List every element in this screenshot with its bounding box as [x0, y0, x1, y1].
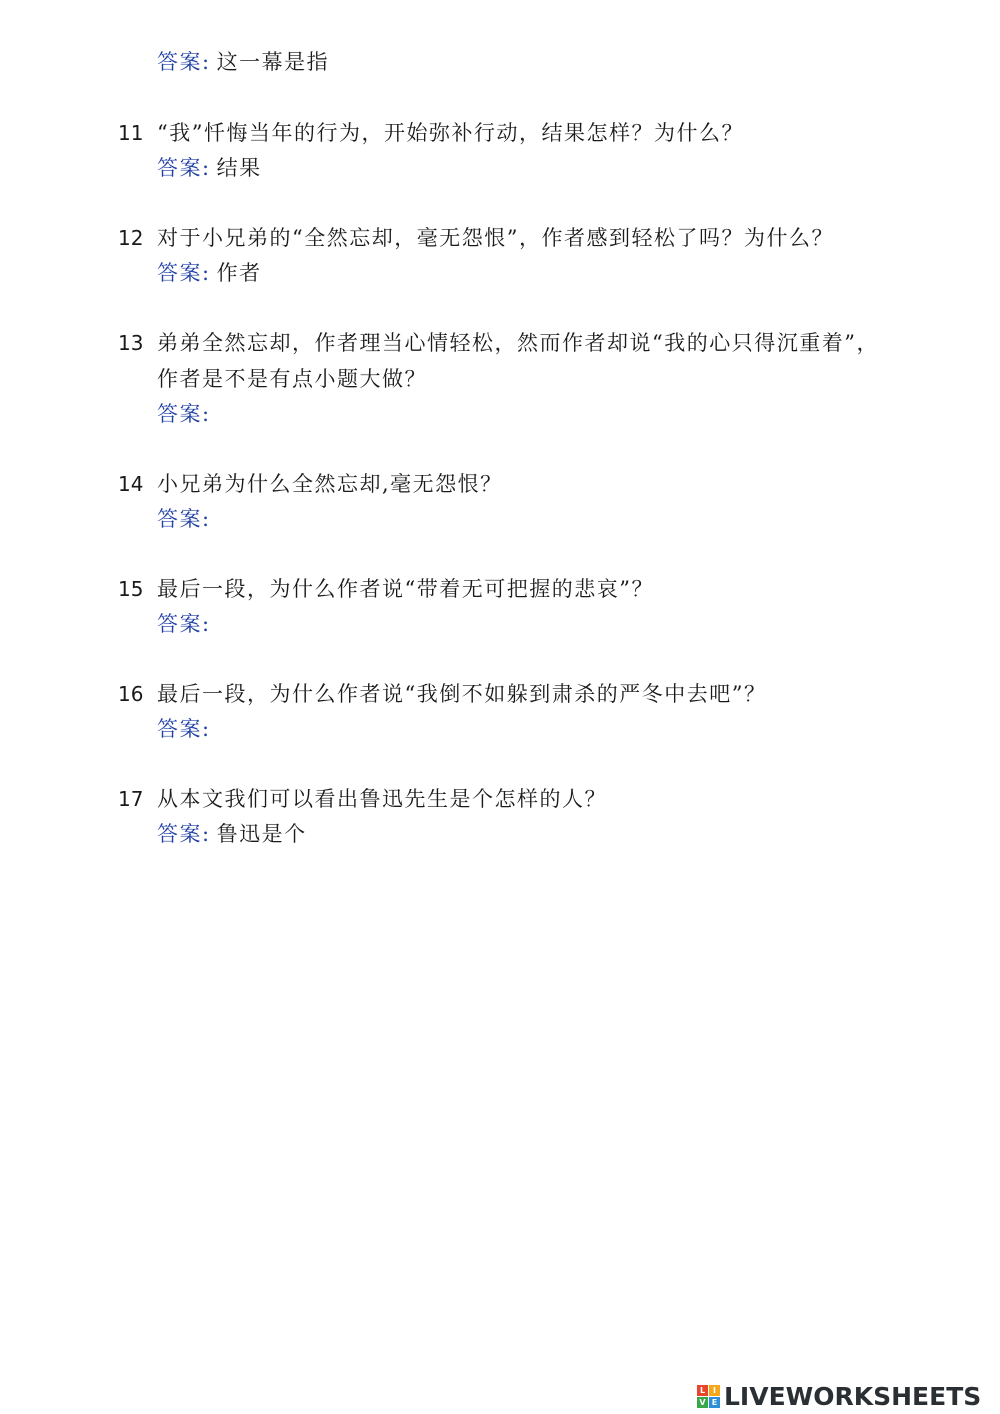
liveworksheets-logo [697, 1378, 981, 1414]
answer-row-16 [157, 714, 217, 744]
answer-input-17[interactable]: 鲁迅是个 [216, 822, 307, 846]
question-text-14: 小兄弟为什么全然忘却,毫无怨恨？ [157, 472, 503, 496]
answer-label: 答案: [157, 261, 211, 285]
logo-tile-v: V [697, 1397, 708, 1408]
answer-row-13 [157, 399, 217, 429]
answer-row-17 [157, 819, 307, 849]
question-number-13: 13 [118, 331, 144, 355]
answer-row-15 [157, 609, 217, 639]
logo-text: LIVEWORKSHEETS [724, 1381, 982, 1411]
question-text-13-line2: 作者是不是有点小题大做？ [157, 367, 427, 391]
answer-row-11 [157, 153, 262, 183]
answer-label: 答案: [157, 612, 211, 636]
answer-row-12 [157, 258, 262, 288]
question-text-15: 最后一段，为什么作者说“带着无可把握的悲哀”？ [157, 577, 654, 601]
question-number-17: 17 [118, 787, 144, 811]
answer-label: 答案: [157, 822, 211, 846]
answer-row-10 [157, 47, 329, 77]
question-text-12: 对于小兄弟的“全然忘却，毫无怨恨”，作者感到轻松了吗？为什么？ [157, 226, 834, 250]
answer-label: 答案: [157, 156, 211, 180]
logo-tile-e: E [709, 1397, 720, 1408]
question-number-12: 12 [118, 226, 144, 250]
question-number-15: 15 [118, 577, 144, 601]
question-text-13-line1: 弟弟全然忘却，作者理当心情轻松，然而作者却说“我的心只得沉重着”， [157, 331, 879, 355]
question-number-16: 16 [118, 682, 144, 706]
question-text-11: “我”忏悔当年的行为，开始弥补行动，结果怎样？为什么？ [157, 121, 744, 145]
question-text-16: 最后一段，为什么作者说“我倒不如躲到肃杀的严冬中去吧”？ [157, 682, 767, 706]
answer-input-11[interactable]: 结果 [216, 156, 262, 180]
answer-input-12[interactable]: 作者 [216, 261, 262, 285]
liveworksheets-logo-icon [697, 1385, 720, 1408]
answer-label: 答案: [157, 717, 211, 741]
question-text-17: 从本文我们可以看出鲁迅先生是个怎样的人？ [157, 787, 607, 811]
answer-input-10[interactable]: 这一幕是指 [216, 50, 330, 74]
answer-row-14 [157, 504, 217, 534]
logo-tile-l: L [697, 1385, 708, 1396]
question-number-14: 14 [118, 472, 144, 496]
question-number-11: 11 [118, 121, 144, 145]
answer-label: 答案: [157, 402, 211, 426]
answer-label: 答案: [157, 50, 211, 74]
answer-label: 答案: [157, 507, 211, 531]
logo-tile-i: I [709, 1385, 720, 1396]
